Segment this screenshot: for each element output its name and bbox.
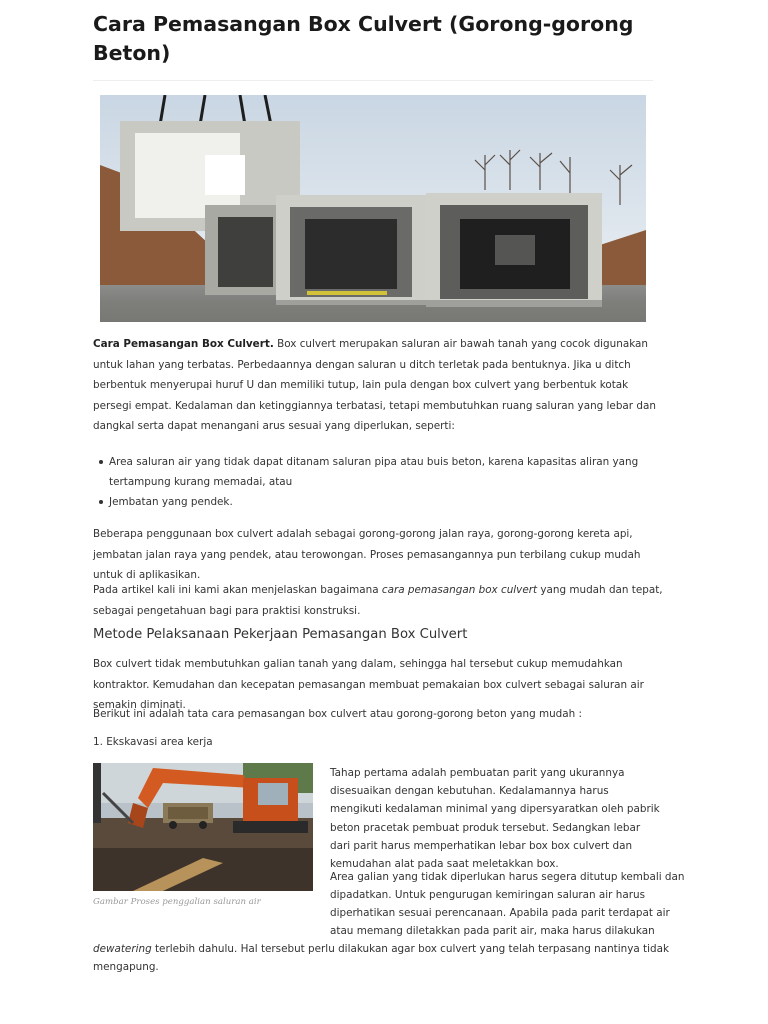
step1-paragraph-2-line: mengapung. (93, 961, 159, 973)
list-item: Area saluran air yang tidak dapat ditanam saluran pipa atau buis beton, karena kapasitas aliran yang tertampung kurang memadai, atau (93, 452, 663, 492)
step1-paragraph-1: Tahap pertama adalah pembuatan parit yang ukurannya disesuaikan dengan kebutuhan. Kedalamannya harus mengikuti kedalaman minimal yang dipersyaratkan oleh pabrik beton pracetak pembuat produk tersebut. Sedangkan lebar dari parit harus memperhatikan lebar box box culvert dan kemudahan alat pada saat meletakkan box. (330, 767, 660, 871)
excavation-photo (93, 763, 313, 891)
article-title: Cara Pemasangan Box Culvert (Gorong-gorong Beton) (93, 12, 634, 65)
intro-paragraph (93, 334, 663, 437)
step1-paragraph-2-tail: terlebih dahulu. Hal tersebut perlu dilakukan agar box culvert yang telah terpasang nantinya tidak (151, 943, 669, 955)
box-culvert-hero-photo (100, 95, 646, 322)
article-intro-text: Pada artikel kali ini kami akan menjelaskan bagaimana (93, 584, 382, 596)
method-paragraph-2: Berikut ini adalah tata cara pemasangan box culvert atau gorong-gorong beton yang mudah : (93, 708, 583, 720)
intro-text: Box culvert merupakan saluran air bawah tanah yang cocok digunakan untuk lahan yang terbatas. Perbedaannya dengan saluran u ditch terletak pada bentuknya. Jika u ditch berbentuk menyerupai huruf U dan memiliki tutup, lain pula dengan box culvert yang berbentuk kotak persegi empat. Kedalaman dan ketinggiannya terbatasi, tetapi membutuhkan ruang saluran yang lebar dan dangkal serta dapat menangani arus sesuai yang diperlukan, seperti: (93, 338, 656, 432)
intro-bold-lead: Cara Pemasangan Box Culvert. (93, 338, 274, 350)
step1-paragraph-2-line: Area galian yang tidak diperlukan harus segera ditutup kembali dan (330, 871, 685, 883)
article-intro-paragraph (93, 580, 663, 621)
article-intro-emphasis: cara pemasangan box culvert (381, 584, 538, 596)
title-divider (93, 80, 653, 81)
excavation-photo-caption: Gambar Proses penggalian saluran air (93, 897, 261, 907)
dewatering-term: dewatering (93, 943, 152, 955)
usage-list (93, 452, 663, 512)
list-item: Jembatan yang pendek. (93, 492, 663, 512)
article-intro-tail: yang mudah dan tepat, sebagai pengetahuan bagi para praktisi konstruksi. (93, 584, 663, 617)
method-heading: Metode Pelaksanaan Pekerjaan Pemasangan Box Culvert (93, 627, 468, 642)
step1-paragraph-2-line: atau memang diletakkan pada parit air, maka harus dilakukan (330, 925, 655, 937)
step1-paragraph-2-line: diperhatikan sesuai perencanaan. Apabila pada parit terdapat air (330, 907, 670, 919)
uses-paragraph: Beberapa penggunaan box culvert adalah sebagai gorong-gorong jalan raya, gorong-gorong kereta api, jembatan jalan raya yang pendek, atau terowongan. Proses pemasangannya pun terbilang cukup mudah untuk di aplikasikan. (93, 528, 641, 581)
method-paragraph-1: Box culvert tidak membutuhkan galian tanah yang dalam, sehingga hal tersebut cukup memudahkan kontraktor. Kemudahan dan kecepatan pemasangan membuat pemakaian box culvert sebagai saluran air semakin diminati. (93, 658, 644, 711)
step1-paragraph-2-line: dipadatkan. Untuk pengurugan kemiringan saluran air harus (330, 889, 645, 901)
step1-paragraph-2-line (93, 940, 669, 958)
step1-heading: 1. Ekskavasi area kerja (93, 736, 213, 748)
